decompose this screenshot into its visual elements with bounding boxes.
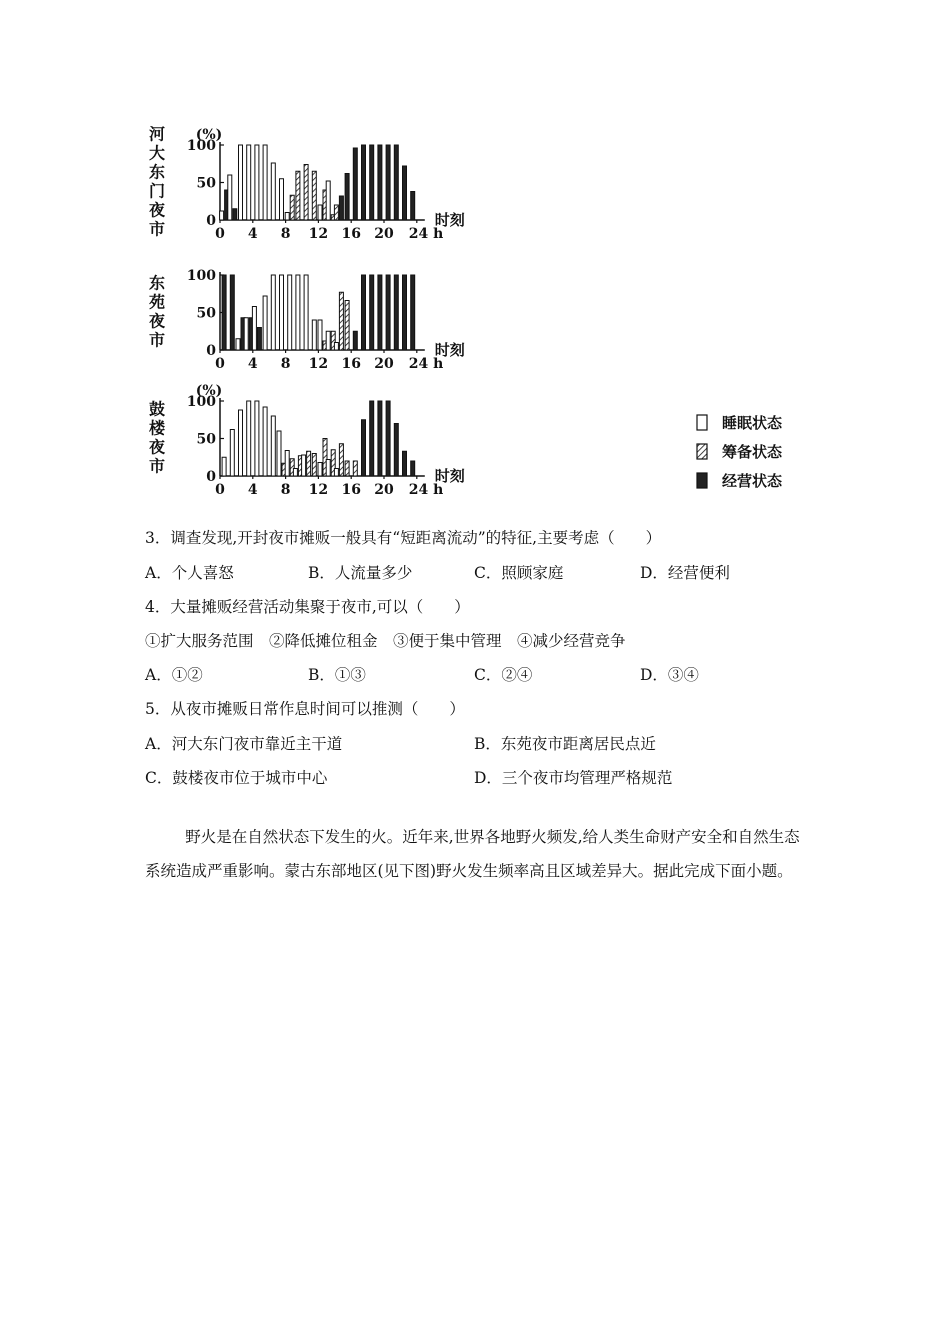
- bar-solid: [386, 275, 390, 350]
- bar-solid: [362, 420, 366, 476]
- legend-label: 睡眠状态: [722, 414, 783, 432]
- x-tick-label: 20: [374, 482, 394, 498]
- bar-empty: [239, 410, 243, 476]
- bar-empty: [312, 320, 316, 350]
- bar-empty: [277, 431, 281, 476]
- bar-empty: [247, 145, 251, 220]
- bar-empty: [244, 318, 248, 350]
- bar-empty: [293, 469, 297, 477]
- legend-swatch-hatch: [697, 444, 707, 459]
- bar-empty: [326, 460, 330, 477]
- bar-empty: [263, 407, 267, 476]
- bar-solid: [411, 461, 415, 476]
- y-tick-label: 100: [186, 394, 216, 410]
- question-3-option-c[interactable]: C．照顾家庭: [474, 564, 564, 582]
- bar-empty: [255, 401, 259, 476]
- bar-solid: [362, 145, 366, 220]
- bar-solid: [403, 275, 407, 350]
- bar-empty: [280, 275, 284, 350]
- bar-hatch: [312, 171, 316, 220]
- night-market-charts: [140, 115, 820, 510]
- chart-panel-1: [149, 125, 465, 243]
- bar-empty: [271, 416, 275, 476]
- x-axis-title: 时刻: [434, 341, 465, 359]
- bar-solid: [378, 275, 382, 350]
- bar-hatch: [307, 451, 311, 476]
- question-4-option-a[interactable]: A．①②: [145, 666, 203, 684]
- x-tick-label: 0: [215, 482, 225, 498]
- bar-empty: [263, 145, 267, 220]
- x-tick-label: 16: [341, 482, 361, 498]
- bar-hatch: [353, 461, 357, 476]
- bar-solid: [339, 196, 343, 220]
- chart-panel-3: [149, 383, 465, 498]
- bar-empty: [318, 205, 322, 220]
- bar-solid: [370, 145, 374, 220]
- question-3-option-d[interactable]: D．经营便利: [640, 564, 730, 582]
- bar-hatch: [334, 205, 338, 220]
- x-tick-label: 16: [341, 356, 361, 372]
- bar-empty: [220, 211, 224, 220]
- bar-solid: [370, 275, 374, 350]
- bar-solid: [394, 424, 398, 477]
- question-4-option-b[interactable]: B．①③: [308, 666, 366, 684]
- bar-empty: [255, 145, 259, 220]
- bar-solid: [403, 451, 407, 476]
- bar-solid: [411, 275, 415, 350]
- question-4-option-c[interactable]: C．②④: [474, 666, 533, 684]
- bar-empty: [247, 401, 251, 476]
- bar-hatch: [290, 195, 294, 220]
- market-label: 鼓楼夜市: [148, 399, 166, 476]
- x-tick-label: 8: [280, 482, 291, 498]
- bar-empty: [239, 145, 243, 220]
- bar-solid: [378, 401, 382, 476]
- bar-solid: [257, 328, 261, 351]
- x-tick-label: 12: [308, 226, 329, 242]
- question-5-stem: 5．从夜市摊贩日常作息时间可以推测（ ）: [145, 700, 465, 718]
- bar-empty: [288, 275, 292, 350]
- bar-empty: [230, 430, 234, 477]
- bar-solid: [233, 209, 237, 220]
- bar-empty: [334, 343, 338, 351]
- y-tick-label: 100: [186, 138, 216, 154]
- reading-passage: [145, 820, 810, 888]
- bar-empty: [236, 339, 240, 350]
- passage-text: 野火是在自然状态下发生的火。近年来,世界各地野火频发,给人类生命财产安全和自然生态系统造成严重影响。蒙古东部地区(见下图)野火发生频率高且区域差异大。据此完成下面小题。: [145, 828, 800, 880]
- bar-solid: [353, 148, 357, 220]
- bar-hatch: [339, 444, 343, 476]
- bar-solid: [222, 275, 226, 350]
- legend-swatch-empty: [697, 415, 707, 430]
- x-tick-label: 4: [247, 482, 258, 498]
- x-tick-label: 8: [280, 226, 291, 242]
- chart-legend: [697, 414, 783, 490]
- bar-empty: [271, 163, 275, 220]
- x-tick-label: 12: [308, 482, 329, 498]
- y-tick-label: 50: [196, 175, 216, 192]
- bar-empty: [280, 179, 284, 220]
- x-tick-label: 24 h: [408, 226, 444, 242]
- bar-hatch: [304, 165, 308, 221]
- x-tick-label: 24 h: [408, 356, 444, 372]
- question-5-option-a[interactable]: A．河大东门夜市靠近主干道: [145, 735, 343, 753]
- bar-solid: [386, 145, 390, 220]
- x-tick-label: 4: [247, 356, 258, 372]
- question-5-option-d[interactable]: D．三个夜市均管理严格规范: [474, 769, 673, 787]
- bar-solid: [230, 275, 234, 350]
- bar-empty: [228, 175, 232, 220]
- bar-empty: [285, 451, 289, 477]
- bar-solid: [370, 401, 374, 476]
- bar-solid: [345, 174, 349, 221]
- chart-panel-2: [149, 268, 465, 372]
- x-tick-label: 8: [280, 356, 291, 372]
- x-tick-label: 0: [215, 356, 225, 372]
- bar-empty: [271, 275, 275, 350]
- bar-empty: [334, 469, 338, 477]
- question-3-option-b[interactable]: B．人流量多少: [308, 564, 413, 582]
- question-3-stem: 3．调查发现,开封夜市摊贩一般具有“短距离流动”的特征,主要考虑（ ）: [145, 529, 662, 547]
- bar-solid: [362, 275, 366, 350]
- x-tick-label: 0: [215, 226, 225, 242]
- y-tick-label: 50: [196, 431, 216, 448]
- market-label: 河大东门夜市: [148, 124, 166, 239]
- x-tick-label: 24 h: [408, 482, 444, 498]
- x-axis-title: 时刻: [434, 211, 465, 229]
- question-4-stem: 4．大量摊贩经营活动集聚于夜市,可以（ ）: [145, 598, 470, 616]
- y-tick-label: 100: [186, 268, 216, 284]
- bar-hatch: [345, 461, 349, 476]
- x-tick-label: 20: [374, 356, 394, 372]
- bar-solid: [386, 401, 390, 476]
- question-4-option-d[interactable]: D．③④: [640, 666, 699, 684]
- bar-empty: [263, 296, 267, 350]
- y-tick-label: 50: [196, 305, 216, 322]
- bar-empty: [326, 181, 330, 220]
- y-tick-label: 0: [206, 213, 216, 229]
- bar-empty: [302, 455, 306, 476]
- x-tick-label: 16: [341, 226, 361, 242]
- x-tick-label: 4: [247, 226, 258, 242]
- bar-solid: [378, 145, 382, 220]
- legend-label: 筹备状态: [722, 443, 783, 461]
- x-tick-label: 12: [308, 356, 329, 372]
- y-axis-unit: (%): [195, 127, 223, 143]
- question-5-option-c[interactable]: C．鼓楼夜市位于城市中心: [145, 769, 328, 787]
- bar-hatch: [312, 454, 316, 477]
- bar-empty: [252, 307, 256, 351]
- bar-solid: [353, 331, 357, 350]
- x-axis-title: 时刻: [434, 467, 465, 485]
- bar-solid: [394, 275, 398, 350]
- bar-empty: [222, 457, 226, 476]
- market-label: 东苑夜市: [148, 273, 166, 350]
- bar-solid: [411, 192, 415, 221]
- question-5-option-b[interactable]: B．东苑夜市距离居民点近: [474, 735, 656, 753]
- y-tick-label: 0: [206, 343, 216, 359]
- y-axis-unit: (%): [195, 383, 223, 399]
- legend-label: 经营状态: [722, 472, 783, 490]
- bar-hatch: [339, 292, 343, 350]
- bar-empty: [318, 320, 322, 350]
- y-tick-label: 0: [206, 469, 216, 485]
- bar-solid: [403, 166, 407, 220]
- bar-empty: [318, 463, 322, 477]
- bar-hatch: [296, 171, 300, 220]
- bar-empty: [285, 213, 289, 221]
- bar-empty: [326, 331, 330, 350]
- bar-hatch: [345, 301, 349, 351]
- question-4-items: ①扩大服务范围 ②降低摊位租金 ③便于集中管理 ④减少经营竞争: [145, 632, 626, 650]
- legend-swatch-solid: [697, 473, 707, 488]
- bar-empty: [296, 275, 300, 350]
- question-3-option-a[interactable]: A．个人喜怒: [145, 564, 234, 582]
- x-tick-label: 20: [374, 226, 394, 242]
- bar-empty: [304, 275, 308, 350]
- bar-solid: [394, 145, 398, 220]
